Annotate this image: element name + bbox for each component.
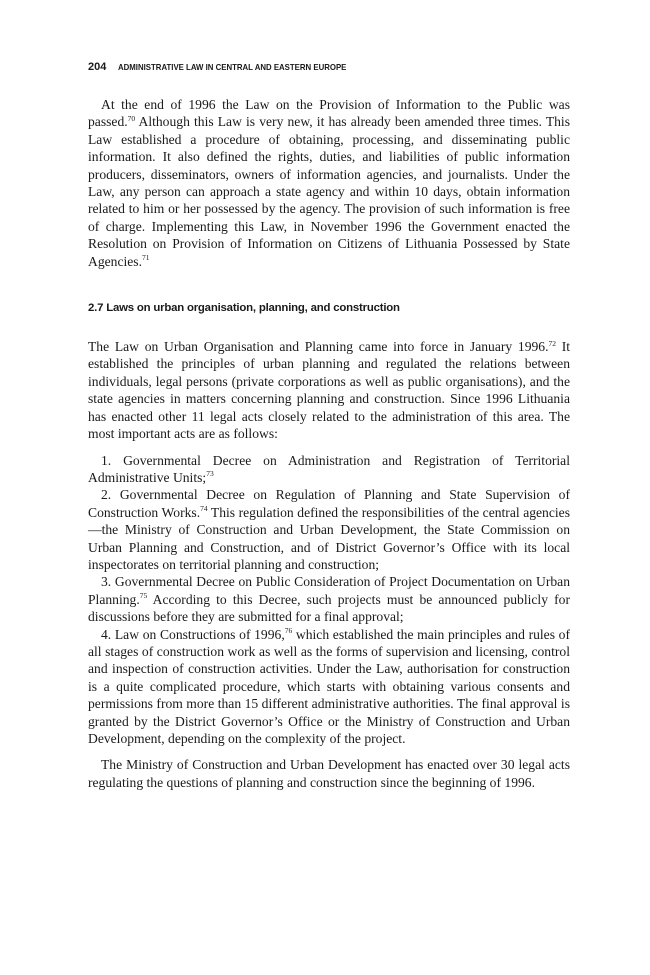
footnote-ref-75[interactable]: 75	[139, 591, 148, 601]
footnote-ref-76[interactable]: 76	[284, 626, 293, 636]
body-text	[88, 96, 570, 791]
paragraph-ministry-acts: The Ministry of Construction and Urban Development has enacted over 30 legal acts regulating the questions of planning and construction since the beginning of 1996.	[88, 757, 570, 790]
section-heading: 2.7 Laws on urban organisation, planning, and construction	[88, 302, 400, 315]
footnote-ref-71[interactable]: 71	[141, 253, 150, 263]
paragraph-information-law: At the end of 1996 the Law on the Provision of Information to the Public was passed.$^{70}$ Although this Law is very new, it has already been amended three times. This Law established a procedure of obtaining, processing, and disseminating public information. It also defined the rights, duties, and liabilities of public information producers, disseminators, owners of information agencies, and journalists. Under the Law, any person can approach a state agency and within 10 days, obtain information related to him or her possessed by the agency. The provision of such information is free of charge. Implementing this Law, in November 1996 the Government enacted the Resolution on Provision of Information on Citizens of Lithuania Possessed by State Agencies.$^{71}$	[88, 97, 570, 269]
list-item-1: 1. Governmental Decree on Administration and Registration of Territorial Administrative Units;$^{73}$	[88, 452, 570, 485]
list-item-2: 2. Governmental Decree on Regulation of Planning and State Supervision of Construction Works.$^{74}$ This regulation defined the responsibilities of the central agencies—the Ministry of Construction and Urban Development, the State Commission on Urban Planning and Construction, and of District Governor’s Office with its local inspectorates on territorial planning and construction;	[88, 487, 570, 572]
running-header	[88, 60, 570, 74]
list-item-4: 4. Law on Constructions of 1996,76 which established the main principles and rules of all stages of construction work as well as the forms of supervision and licensing, control and inspection of construction activities. Under the Law, authorisation for construction is a quite complicated procedure, which starts with obtaining various consents and permissions from more than 15 different administrative authorities. The final approval is granted by the District Governor’s Office or the Ministry of Construction and Urban Development, depending on the complexity of the project.	[88, 626, 570, 746]
document-page	[88, 60, 570, 791]
footnote-ref-70[interactable]: 70	[127, 113, 136, 123]
paragraph-urban-law: The Law on Urban Organisation and Planning came into force in January 1996.72 It established the principles of urban planning and regulated the relations between individuals, legal persons (private corporations as well as public organisations), and the state agencies in matters concerning planning and construction. Since 1996 Lithuania has enacted other 11 legal acts closely related to the administration of this area. The most important acts are as follows:	[88, 338, 570, 442]
footnote-ref-73[interactable]: 73	[206, 469, 214, 479]
footnote-ref-72[interactable]: 72	[548, 338, 556, 348]
list-item-3: 3. Governmental Decree on Public Consideration of Project Documentation on Urban Planning.$^{75}$ According to this Decree, such projects must be announced publicly for discussions before they are submitted for a final approval;	[88, 574, 570, 625]
page-number: 204	[88, 61, 107, 73]
footnote-ref-74[interactable]: 74	[200, 504, 208, 514]
running-title: ADMINISTRATIVE LAW IN CENTRAL AND EASTERN EUROPE	[118, 62, 347, 72]
